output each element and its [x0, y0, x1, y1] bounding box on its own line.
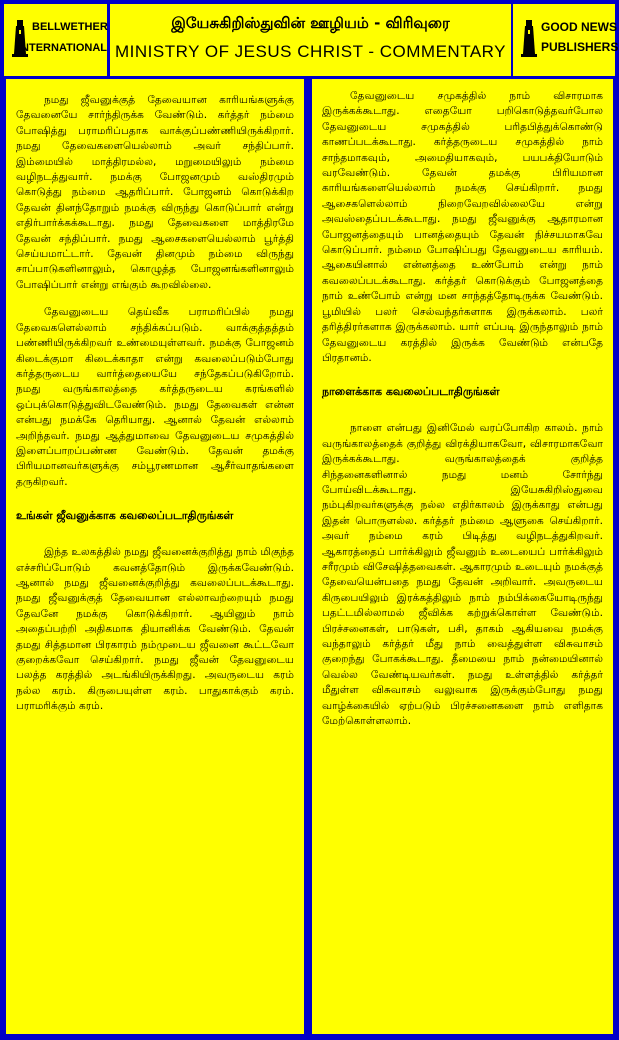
logo-right-line1: GOOD NEWS	[541, 20, 618, 34]
logo-left-line2: INTERNATIONAL	[18, 42, 108, 54]
page-title-tamil: இயேசுகிறிஸ்துவின் ஊழியம் - விரிவுரை	[171, 14, 450, 32]
title-box	[110, 4, 511, 76]
left-column	[6, 79, 304, 1034]
paragraph: நமது ஜீவனுக்குத் தேவையான காரியங்களுக்கு தேவனையே சார்ந்திருக்க வேண்டும். கர்த்தர் நம்மை போஷித்து பராமரிப்பதாக வாக்குப்பண்ணியிருக்கிறார். நமது தேவைகளையெல்லாம் அவர் சந்திப்பார். இம்மையில் மாத்திரமல்ல, மறுமையிலும் நம்மை வழிநடத்துவார். நமக்கு போஜனமும் வஸ்திரமும் கொடுத்து நம்மை ஆதரிப்பார். போஜனம் கொடுக்கிற தேவன் தினந்தோறும் நமக்கு விருந்து கொடுப்பார் என்று எதிர்பார்க்கக்கூடாது. நமது தேவைகளை மாத்திரமே தேவன் சந்திப்பார். நமது ஆசைகளையெல்லாம் பூர்த்தி செய்யமாட்டார். தேவன் தினமும் நம்மை விருந்து சாப்பாடுகளினாலும், கொழுத்த போஜனங்களினாலும் போஷிப்பார் என்று எங்கும் கூறவில்லை.	[16, 94, 294, 291]
section-heading: உங்கள் ஜீவனுக்காக கவலைப்படாதிருங்கள்	[16, 509, 234, 523]
page-title-english: MINISTRY OF JESUS CHRIST - COMMENTARY	[115, 42, 506, 61]
paragraph: தேவனுடைய தெய்வீக பராமரிப்பில் நமது தேவைகளெல்லாம் சந்திக்கப்படும். வாக்குத்தத்தம் பண்ணியிருக்கிறவர் உண்மையுள்ளவர். நமக்கு போஜனம் கிடைக்குமா கிடைக்காதா என்று கவலைப்படும்போது கர்த்தருடைய வார்த்தையையே சந்தேகப்படுகிறோம். நமது வருங்காலத்தை கர்த்தருடைய கரங்களில் ஒப்புக்கொடுத்துவிடவேண்டும். நமது தேவைகள் என்ன என்பது நமக்கே தெரியாது. ஆனால் தேவன் எல்லாம் அறிந்தவர். நமது ஆத்துமாவை தேவனுடைய சமுகத்தில் இளைப்பாறப்பண்ண வேண்டும். தேவன் தமக்கு பிரியமானவர்களுக்கு சம்பூரணமான ஆசீர்வாதங்களை தருகிறவர்.	[16, 306, 294, 488]
page-header	[2, 2, 617, 77]
paragraph: நாளை என்பது இனிமேல் வரப்போகிற காலம். நாம் வருங்காலத்தைக் குறித்து விரக்தியாகவோ, விசாரமாகவோ இருக்கக்கூடாது. வருங்காலத்தைக் குறித்த சிந்தனைகளினால் நமது மனம் சோர்ந்து போய்விடக்கூடாது. இயேசுகிறிஸ்துவை நம்புகிறவர்களுக்கு நல்ல எதிர்காலம் இருக்காது என்பது இதன் பொருளல்ல. கர்த்தர் நம்மை ஆளுகை செய்கிறார். அவர் நம்மை கரம் பிடித்து வழிநடத்துகிறவர். ஆகாரத்தைப் பார்க்கிலும் ஜீவனும் உடையைப் பார்க்கிலும் சரீரமும் விசேஷித்தவைகள். ஆகாரமும் உடையும் நமக்குத் தேவையென்பதை நமது தேவன் அறிவார். அவருடைய கிருபையிலும் இரக்கத்திலும் நாம் நம்பிக்கையோடிருந்து பதட்டமில்லாமல் ஜீவிக்க கற்றுக்கொள்ள வேண்டும். பிரச்சனைகள், பாடுகள், பசி, தாகம் ஆகியவை நமக்கு வந்தாலும் கர்த்தர் மீது நாம் வைத்துள்ள விசுவாசம் குறைந்து போகக்கூடாது. தீமையை நாம் நன்மையினால் வெல்ல வேண்டியவர்கள். நமது உள்ளத்தில் கர்த்தர் மீதுள்ள விசுவாசம் வலுவாக இருக்கும்போது நமது வாழ்க்கையில் ஏற்படும் பிரச்சனைகளை நாம் எளிதாக மேற்கொள்ளலாம்.	[322, 422, 603, 728]
paragraph: தேவனுடைய சமுகத்தில் நாம் விசாரமாக இருக்கக்கூடாது. எதையோ பறிகொடுத்தவர்போல தேவனுடைய சமுகத்தில் பரிதபித்துக்கொண்டு காணப்படக்கூடாது. கர்த்தருடைய சமுகத்தில் நாம் சாந்தமாகவும், அமைதியாகவும், பயபக்தியோடும் வரவேண்டும். தேவன் தமக்கு பிரியமான காரியங்களையெல்லாம் நமக்கு செய்கிறார். நமது ஆசைகளெல்லாம் நிறைவேறவில்லையே என்று அவஸ்தைப்படக்கூடாது. நமது ஜீவனுக்கு ஆதாரமான போஜனத்தையும் பானத்தையும் தேவன் நிச்சயமாகவே கொடுப்பார். நம்மை போஷிப்பது தேவனுடைய காரியம். ஆகையினால் என்னத்தை உண்போம் என்று நாம் கவலைப்படக்கூடாது. கர்த்தர் கொடுக்கும் போஜனத்தை நாம் உண்போம் என்று மன சாந்தத்தோடிருக்க வேண்டும். பூமியில் பலர் செல்வந்தர்களாக இருக்கலாம். பலர் தரித்திரர்களாக இருக்கலாம். யார் எப்படி இருந்தாலும் நாம் தேவனுடைய கரத்தில் இருக்க வேண்டும் என்பதே பிரதானம்.	[322, 90, 603, 364]
bellwether-logo	[4, 4, 107, 76]
tower-icon	[519, 18, 539, 58]
good-news-logo	[513, 4, 619, 76]
paragraph: இந்த உலகத்தில் நமது ஜீவனைக்குறித்து நாம் மிகுந்த எச்சரிப்போடும் கவனத்தோடும் இருக்கவேண்டும். ஆனால் நமது ஜீவனைக்குறித்து கவலைப்படக்கூடாது. நமது ஜீவனுக்குத் தேவையான எல்லாவற்றையும் நமது தேவனே நமக்கு கொடுக்கிறார். ஆயினும் நாம் அதைப்பற்றி அதிகமாக தியானிக்க வேண்டும். தேவன் தமது சித்தமான பிரகாரம் நம்முடைய ஜீவனை கூட்டவோ குறைக்கவோ செய்கிறார். நமது ஜீவன் தேவனுடைய பலத்த கரத்தில் அடங்கியிருக்கிறது. அவருடைய கரம் நல்ல கரம். கிருபையுள்ள கரம். பாதுகாக்கும் கரம். பராமரிக்கும் கரம்.	[16, 546, 294, 713]
right-column	[312, 79, 613, 1034]
section-heading: நாளைக்காக கவலைப்படாதிருங்கள்	[322, 385, 500, 399]
logo-left-line1: BELLWETHER	[32, 21, 108, 33]
logo-right-line2: PUBLISHERS	[541, 40, 619, 54]
